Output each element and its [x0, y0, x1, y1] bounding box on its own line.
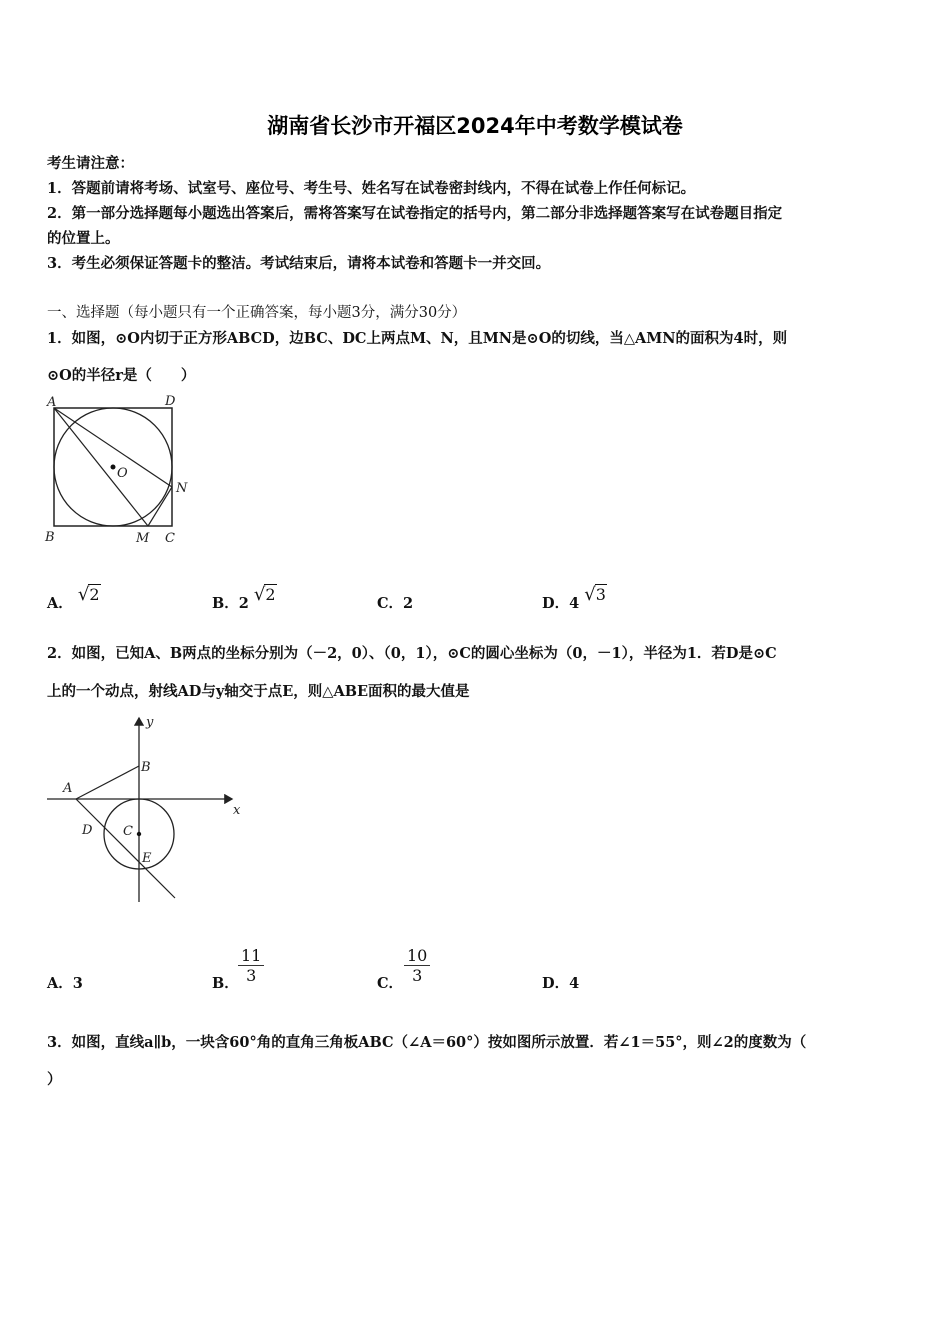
q1-figure: [40, 390, 200, 550]
fraction-10-3: $\frac{10}{3}$: [404, 946, 430, 985]
ray-ad: [76, 799, 175, 898]
segment-an: [54, 408, 172, 487]
q1-option-c[interactable]: C．2: [377, 595, 414, 612]
label-x: x: [233, 803, 241, 818]
label-e: E: [142, 851, 152, 866]
sqrt-2: √2: [253, 584, 276, 605]
q1-stem-line1: 1．如图，⊙O内切于正方形ABCD，边BC、DC上两点M、N，且MN是⊙O的切线，当△AMN的面积为4时，则: [47, 330, 788, 347]
q2-option-c[interactable]: C．: [377, 975, 404, 992]
q2-option-b[interactable]: B．: [212, 975, 239, 992]
q3-stem-line1: 3．如图，直线a∥b，一块含60°角的直角三角板ABC（∠A＝60°）按如图所示放置．若∠1＝55°，则∠2的度数为（: [47, 1034, 807, 1051]
q1-option-b[interactable]: B．2 √2: [212, 584, 276, 612]
q2-stem-line2: 上的一个动点，射线AD与y轴交于点E，则△ABE面积的最大值是: [47, 683, 470, 700]
notice-item-2: 2．第一部分选择题每小题选出答案后，需将答案写在试卷指定的括号内，第二部分非选择题答案写在试卷题目指定: [47, 205, 783, 222]
label-o: O: [117, 466, 128, 481]
label-c: C: [165, 531, 175, 546]
label-b: B: [45, 530, 55, 545]
notice-heading: 考生请注意：: [47, 155, 134, 172]
label-m: M: [136, 531, 150, 546]
q3-stem-line2: ）: [47, 1071, 62, 1088]
notice-item-3: 3．考生必须保证答题卡的整洁。考试结束后，请将本试卷和答题卡一并交回。: [47, 255, 551, 272]
center-point-c: [137, 832, 141, 836]
label-y: y: [146, 715, 154, 730]
notice-item-1: 1．答题前请将考场、试室号、座位号、考生号、姓名写在试卷密封线内，不得在试卷上作任何标记。: [47, 180, 696, 197]
label-d: D: [82, 823, 93, 838]
q1-option-d[interactable]: D．4 √3: [542, 584, 606, 612]
label-a: A: [63, 781, 73, 796]
section-heading: 一、选择题（每小题只有一个正确答案，每小题3分，满分30分）: [47, 305, 467, 321]
center-point-o: [111, 465, 116, 470]
notice-item-2-cont: 的位置上。: [47, 230, 120, 247]
q1-stem-line2: ⊙O的半径r是（ ）: [47, 367, 196, 384]
q2-figure: [40, 710, 260, 910]
q2-option-a[interactable]: A．3: [47, 975, 83, 992]
sqrt-3: √3: [584, 584, 606, 605]
q2-stem-line1: 2．如图，已知A、B两点的坐标分别为（－2，0）、（0，1），⊙C的圆心坐标为（0，－1），半径为1．若D是⊙C: [47, 645, 777, 662]
fraction-11-3: $\frac{11}{3}$: [238, 946, 264, 985]
label-b: B: [141, 760, 151, 775]
segment-ab: [76, 766, 139, 799]
page-title: 湖南省长沙市开福区2024年中考数学模试卷: [267, 114, 683, 138]
label-c: C: [123, 824, 133, 839]
label-n: N: [176, 481, 188, 496]
label-a: A: [47, 395, 57, 410]
q2-option-d[interactable]: D．4: [542, 975, 580, 992]
segment-mn: [148, 487, 172, 526]
label-d: D: [165, 394, 176, 409]
segment-am: [54, 408, 148, 526]
sqrt-2: √2: [77, 584, 100, 605]
q1-option-a[interactable]: A． √2: [47, 584, 100, 612]
